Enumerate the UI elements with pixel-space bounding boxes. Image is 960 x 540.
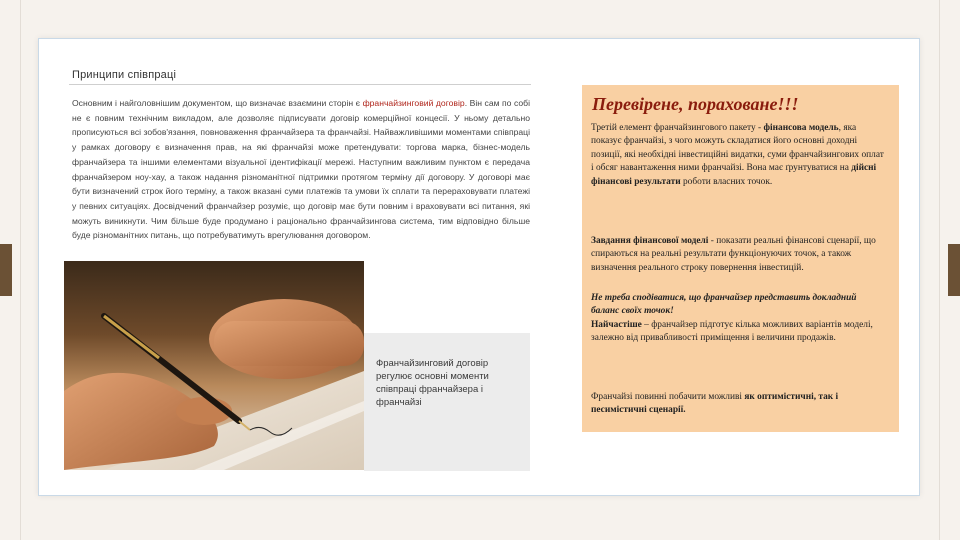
body-start: Основним і найголовнішим документом, що визначає взаємини сторін є (72, 98, 363, 108)
right-rail (939, 0, 940, 540)
financial-model-panel (582, 85, 899, 432)
hand-signing-illustration (64, 261, 364, 470)
signing-photo (64, 261, 364, 470)
p1-text-a: Третій елемент франчайзингового пакету - (591, 123, 764, 133)
paragraph-model-task (591, 235, 887, 275)
body-rest: . Він сам по собі не є повним технічним викладом, але дозволяє підписувати договір комерційної концесії. У ньому детально прописуються всі зобов'язання, повноваження франчайзера та франчайзі. Найважливішими моментами співпраці у рамках договору є визначення прав, на які франчайзі може претендувати: торгова марка, бізнес-модель франчайзера та іншими елементами візуальної ідентифікації мережі. Наступним важливим пунктом є передача франчайзером ноу-хау, а також надання різноманітної підтримки протягом терміну дії договору. У договорі має бути визначений строк його терміну, а також вказані суми платежів та умови їх сплати та перераховувати платежі у певних ситуаціях. Досвідчений франчайзер розуміє, що договір має бути повним і враховувати всі питання, які можуть виникнути. Чим більше буде продумано і раціонально франчайзингова система, тим відповідно більше буде різноманітних питань, що потребуватимуть врегулювання договором. (72, 98, 530, 241)
document-body (72, 96, 530, 243)
paragraph-scenarios (591, 391, 887, 418)
p3-bold-most-often: Найчастіше (591, 319, 642, 330)
p3-bold-italic-warning: Не треба сподіватися, що франчайзер представить докладний баланс своїх точок! (591, 293, 857, 317)
paragraph-financial-model (591, 122, 887, 189)
p1-text-c: , яка показує франчайзі, з чого можуть складатися його основні доходні позиції, які необхідні інвестиційні видатки, суми франчайзингових оплат і обсяг навантаження ними франчайзі. Вона має ґрунтуватися на (591, 123, 884, 174)
paragraph-warning (591, 292, 887, 346)
p2-text-b: - показати реальні фінансові сценарії, що спираються на реальні результати функціонуючих точок, а також визначення реального строку повернення інвестицій. (591, 236, 876, 273)
panel-title: Перевірене, пораховане!!! (592, 94, 799, 114)
heading-divider (69, 84, 531, 85)
slide-frame (38, 38, 920, 496)
p4-bold-scenarios: як оптимістичні, так і песимістичні сценарії. (591, 392, 839, 416)
p3-text-c: – франчайзер підготує кілька можливих варіантів моделі, залежно від привабливості приміщення і величини продажів. (591, 319, 873, 344)
right-side-tab (948, 244, 960, 296)
document-heading: Принципи співпраці (72, 69, 177, 81)
left-rail (20, 0, 21, 540)
p1-text-e: роботи власних точок. (680, 176, 773, 187)
p1-bold-financial-model: фінансова модель (763, 123, 839, 133)
p4-text-a: Франчайзі повинні побачити можливі (591, 392, 745, 402)
p1-bold-real-results: дійсні фінансові результати (591, 163, 877, 187)
photo-caption: Франчайзинговий договір регулює основні моменти співпраці франчайзера і франчайзі (376, 358, 489, 408)
left-side-tab (0, 244, 12, 296)
caption-box (364, 333, 530, 471)
p2-bold-task: Завдання фінансової моделі (591, 236, 709, 246)
body-highlight-link: франчайзинговий договір (362, 98, 465, 108)
